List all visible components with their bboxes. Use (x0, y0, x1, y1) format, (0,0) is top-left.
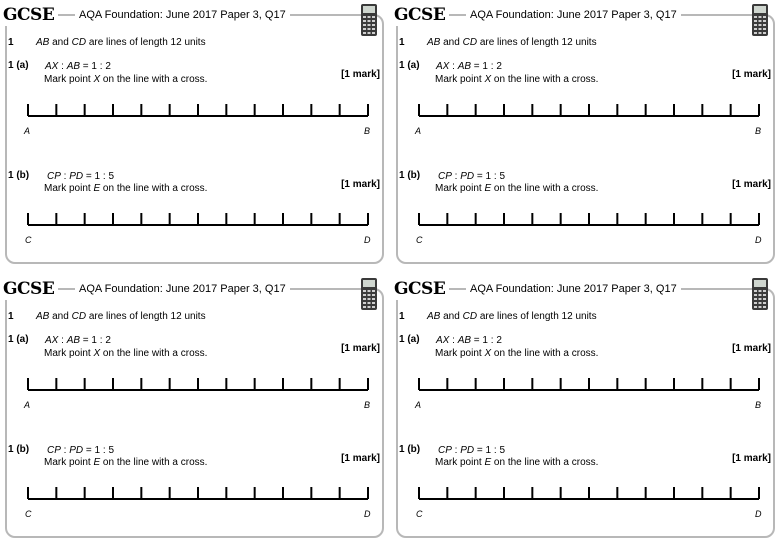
question-number: 1 (399, 37, 405, 48)
label-a: A (415, 400, 422, 410)
part-b-marks: [1 mark] (732, 179, 771, 190)
part-b-marks: [1 mark] (341, 179, 380, 190)
number-line-ab (413, 102, 763, 118)
question-card (391, 274, 780, 544)
part-b-instruction: Mark point E on the line with a cross. (435, 183, 599, 194)
part-a-label: 1 (a) (399, 60, 420, 71)
part-b-ratio: CP : PD = 1 : 5 (47, 445, 115, 456)
part-a-marks: [1 mark] (341, 343, 380, 354)
label-c: C (416, 235, 423, 245)
part-b-marks: [1 mark] (341, 453, 380, 464)
part-a-label: 1 (a) (8, 60, 29, 71)
label-a: A (24, 126, 31, 136)
label-b: B (364, 126, 371, 136)
part-b-ratio: CP : PD = 1 : 5 (47, 171, 115, 182)
source-title: AQA Foundation: June 2017 Paper 3, Q17 (75, 283, 290, 296)
number-line-ab (22, 376, 372, 392)
part-a-ratio: AX : AB = 1 : 2 (436, 335, 502, 346)
gcse-logo: GCSE (3, 278, 58, 300)
part-a-instruction: Mark point X on the line with a cross. (44, 74, 208, 85)
label-c: C (25, 235, 32, 245)
part-a-marks: [1 mark] (732, 69, 771, 80)
label-b: B (755, 126, 762, 136)
part-b-label: 1 (b) (8, 444, 30, 455)
number-line-ab (413, 376, 763, 392)
source-title: AQA Foundation: June 2017 Paper 3, Q17 (466, 9, 681, 22)
label-b: B (364, 400, 371, 410)
part-a-instruction: Mark point X on the line with a cross. (44, 348, 208, 359)
part-a-ratio: AX : AB = 1 : 2 (45, 61, 111, 72)
part-a-marks: [1 mark] (341, 69, 380, 80)
label-d: D (364, 509, 371, 519)
question-stem: AB and CD are lines of length 12 units (427, 37, 597, 48)
question-number: 1 (399, 311, 405, 322)
part-b-ratio: CP : PD = 1 : 5 (438, 171, 506, 182)
question-card (0, 0, 390, 270)
part-b-instruction: Mark point E on the line with a cross. (44, 183, 208, 194)
part-b-label: 1 (b) (399, 444, 421, 455)
number-line-ab (22, 102, 372, 118)
question-number: 1 (8, 37, 14, 48)
source-title: AQA Foundation: June 2017 Paper 3, Q17 (75, 9, 290, 22)
question-card (391, 0, 780, 270)
gcse-logo: GCSE (394, 278, 449, 300)
part-b-instruction: Mark point E on the line with a cross. (44, 457, 208, 468)
label-b: B (755, 400, 762, 410)
number-line-cd (413, 211, 763, 227)
label-d: D (364, 235, 371, 245)
part-a-ratio: AX : AB = 1 : 2 (45, 335, 111, 346)
part-b-label: 1 (b) (399, 170, 421, 181)
label-d: D (755, 509, 762, 519)
calculator-icon (360, 3, 378, 37)
question-stem: AB and CD are lines of length 12 units (36, 37, 206, 48)
part-b-ratio: CP : PD = 1 : 5 (438, 445, 506, 456)
part-a-instruction: Mark point X on the line with a cross. (435, 74, 599, 85)
label-a: A (24, 400, 31, 410)
gcse-logo: GCSE (3, 4, 58, 26)
number-line-cd (413, 485, 763, 501)
question-stem: AB and CD are lines of length 12 units (36, 311, 206, 322)
label-d: D (755, 235, 762, 245)
part-b-instruction: Mark point E on the line with a cross. (435, 457, 599, 468)
calculator-icon (751, 3, 769, 37)
part-b-marks: [1 mark] (732, 453, 771, 464)
source-title: AQA Foundation: June 2017 Paper 3, Q17 (466, 283, 681, 296)
number-line-cd (22, 485, 372, 501)
part-a-label: 1 (a) (8, 334, 29, 345)
calculator-icon (751, 277, 769, 311)
label-c: C (416, 509, 423, 519)
part-a-ratio: AX : AB = 1 : 2 (436, 61, 502, 72)
part-a-label: 1 (a) (399, 334, 420, 345)
calculator-icon (360, 277, 378, 311)
part-a-marks: [1 mark] (732, 343, 771, 354)
question-card (0, 274, 390, 544)
part-b-label: 1 (b) (8, 170, 30, 181)
question-number: 1 (8, 311, 14, 322)
label-c: C (25, 509, 32, 519)
part-a-instruction: Mark point X on the line with a cross. (435, 348, 599, 359)
label-a: A (415, 126, 422, 136)
number-line-cd (22, 211, 372, 227)
question-stem: AB and CD are lines of length 12 units (427, 311, 597, 322)
gcse-logo: GCSE (394, 4, 449, 26)
